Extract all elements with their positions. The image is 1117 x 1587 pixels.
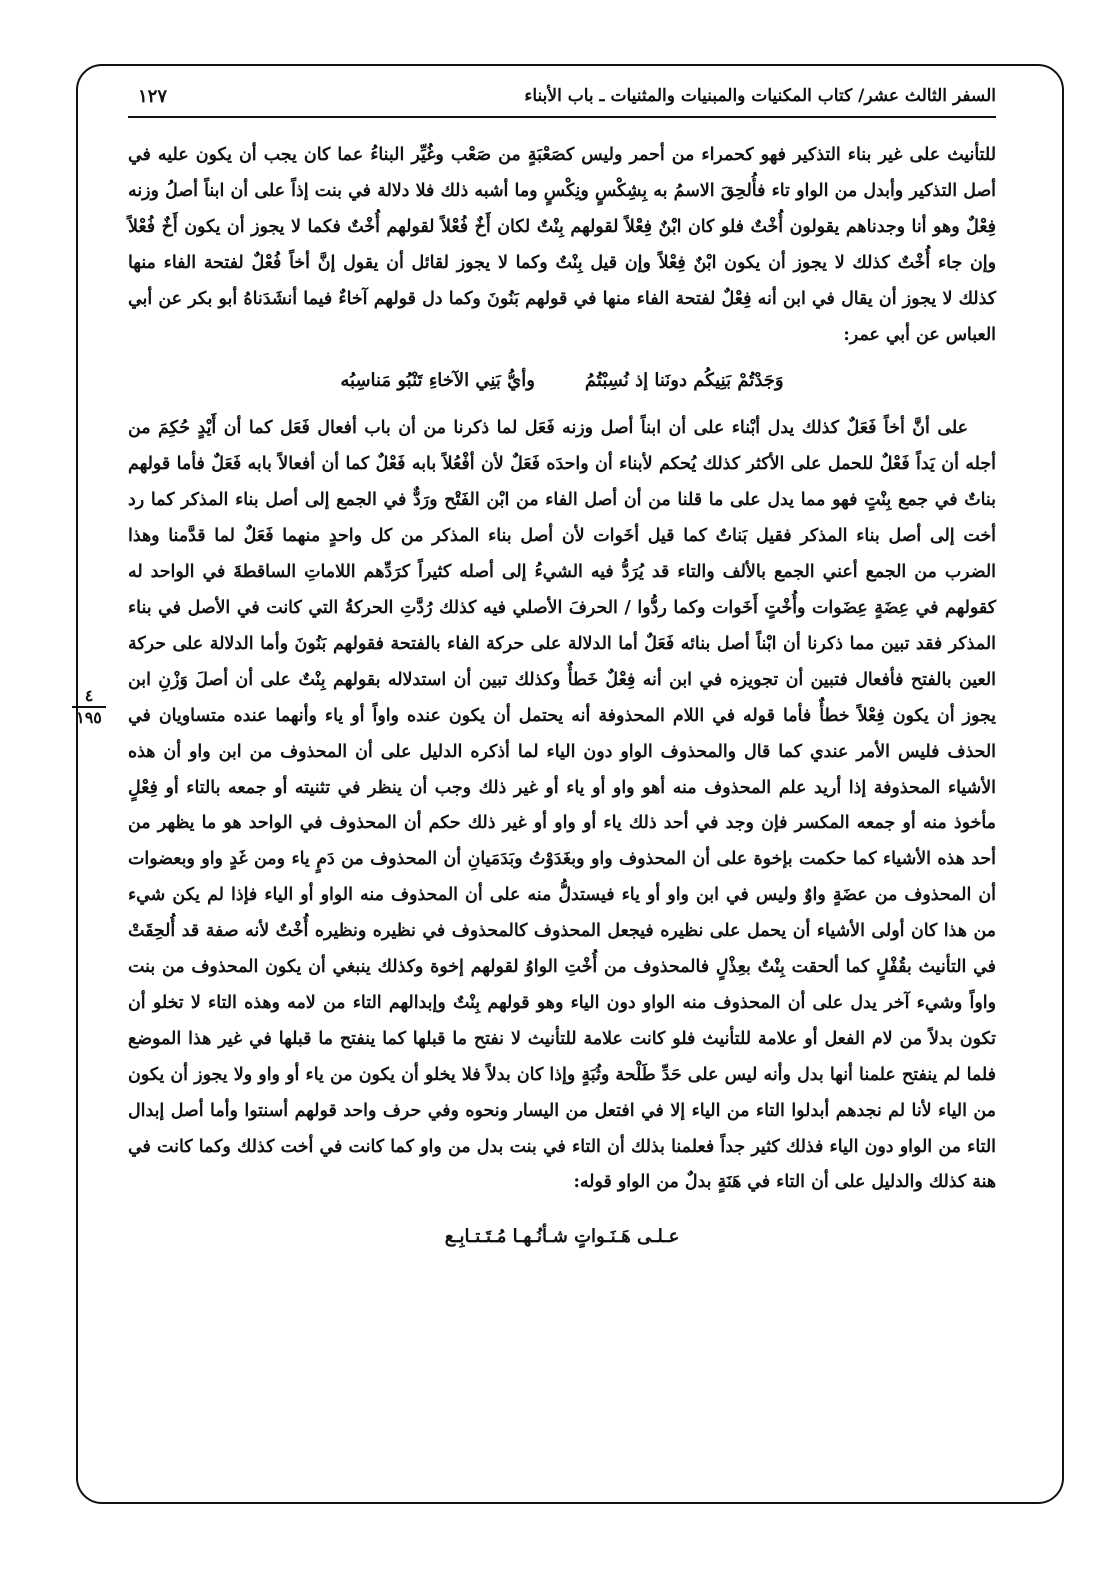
verse-1-hemistich-2: وأيُّ بَنِي الآخاءِ تَنْبُو مَناسِبُه xyxy=(340,370,535,392)
running-header xyxy=(128,76,996,118)
page-body xyxy=(128,138,996,1255)
header-title: السفر الثالث عشر/ كتاب المكنيات والمبنيات والمثنيات ـ باب الأبناء xyxy=(524,86,996,106)
margin-reference-bottom: ١٩٥ xyxy=(76,708,102,727)
verse-1-hemistich-1: وَجَدْتُمْ بَنِيكُم دونَنا إذ نُسِبْتُمُ xyxy=(584,370,784,392)
verse-2: عـلـى هَـنَـواتٍ شـأنُـهـا مُـتَـتـابِـع xyxy=(444,1226,680,1248)
page-number: ١٢٧ xyxy=(138,85,168,107)
margin-reference-top: ٤ xyxy=(84,686,94,705)
paragraph-1: للتأنيث على غير بناء التذكير فهو كحمراء من أحمر وليس كصَعْبَةٍ من صَعْب وغُيِّر البناءُ عما كان يجب أن يكون عليه في أصل التذكير وأبدل من الواو تاء فأُلحِقَ الاسمُ به بِشِكْسٍ ونِكْسٍ وما أشبه ذلك فلا دلالة في بنت إذاً على أن ابناً أصلُ وزنه فِعْلٌ وهو أنا وجدناهم يقولون أُخْتٌ فلو كان ابْنٌ فِعْلاً لقولهم بِنْتٌ لكان أَخٌ فُعْلاً لقولهم أُخْتٌ فكما لا يجوز أن يكون أَخٌ فُعْلاً وإن جاء أُخْتٌ كذلك لا يجوز أن يكون ابْنٌ فِعْلاً وإن قيل بِنْتٌ وكما لا يجوز لقائل أن يقول إنَّ أخاً فُعْلٌ لفتحة الفاء منها كذلك لا يجوز أن يقال في ابن أنه فِعْلٌ لفتحة الفاء منها في قولهم بَنُونَ وكما دل قولهم آخاءٌ فيما أنشَدَناهُ أبو بكر عن أبي العباس عن أبي عمر: xyxy=(128,145,996,345)
verse-1 xyxy=(128,363,996,399)
margin-reference xyxy=(68,688,110,726)
paragraph-2: على أنَّ أخاً فَعَلٌ كذلك يدل أبْناء على أن ابناً أصل وزنه فَعَل لما ذكرنا من أن باب أفعال فَعَل كما أن أَيْدٍ حُكِمَ من أجله أن يَداً فَعْلٌ للحمل على الأكثر كذلك يُحكم لأبناء أن واحدَه فَعَلٌ لأن أفْعُلاً بابه فَعْلٌ كما أن أفعالاً بابه فَعَلٌ فأما قولهم بناتٌ في جمع بِنْتٍ فهو مما يدل على ما قلنا من أن أصل الفاء من ابْن الفَتْح ورَدٌّ في الجمع إلى أصل بناء المذكر كما رد أخت إلى أصل بناء المذكر فقيل بَناتٌ كما قيل أخَوات لأن أصل بناء المذكر من كل واحدٍ منهما فَعَلٌ لما قدَّمنا وهذا الضرب من الجمع أعني الجمع بالألف والتاء قد يُرَدُّ فيه الشيءُ إلى أصله كثيراً كرَدِّهم اللاماتِ الساقطةَ في الواحد له كقولهم في عِضَةٍ عِضَوات وأُخْتٍ أَخَوات وكما ردُّوا / الحرفَ الأصلي فيه كذلك رُدَّتِ الحركةُ التي كانت في الأصل في بناء المذكر فقد تبين مما ذكرنا أن ابْناً أصل بنائه فَعَلٌ أما الدلالة على حركة الفاء بالفتحة فقولهم بَنُونَ وأما الدلالة على حركة العين بالفتح فأفعال فتبين أن تجويزه في ابن أنه فِعْلٌ خَطأٌ وكذلك تبين أن استدلاله بقولهم بِنْتٌ على أن أصلَ وَزْنِ ابن يجوز أن يكون فِعْلاً خطأٌ فأما قوله في اللام المحذوفة أنه يحتمل أن يكون عنده واواً أو ياء وأنهما عنده متساويان في الحذف فليس الأمر عندي كما قال والمحذوف الواو دون الياء لما أذكره الدليل على أن المحذوف من ابن واو أن هذه الأشياء المحذوفة إذا أريد علم المحذوف منه أهو واو أو ياء أو غير ذلك وجب أن ينظر في تثنيته أو جمعه بالتاء أو فِعْلٍ مأخوذ منه أو جمعه المكسر فإن وجد في أحد ذلك ياء أو واو أو غير ذلك حكم أن المحذوف في الواحد هو ما يظهر من أحد هذه الأشياء كما حكمت بإخوة على أن المحذوف واو وبغَدَوْتُ وبَدَمَيانِ أن المحذوف من دَمٍ ياء ومن غَدٍ واو وبعضوات أن المحذوف من عضَةٍ واوٌ وليس في ابن واو أو ياء فيستدلُّ منه على أن المحذوف منه الواو أو الياء فإذا لم يكن شيء من هذا كان أولى الأشياء أن يحمل على نظيره فيجعل المحذوف كالمحذوف في نظيره ونظيره أُخْتٌ لأنه صفة قد أُلحِقَتْ في التأنيث بقُفْلٍ كما ألحقت بِنْتٌ بعِذْلٍ فالمحذوف من أُخْتِ الواوُ لقولهم إخوة وكذلك ينبغي أن يكون المحذوف من بنت واواً وشيء آخر يدل على أن المحذوف منه الواو دون الياء وهو قولهم بِنْتٌ وإبدالهم التاء من لامه وهذه التاء لا تخلو أن تكون بدلاً من لام الفعل أو علامة للتأنيث فلو كانت علامة للتأنيث لا نفتح ما قبلها كما ينفتح ما قبلها في غير هذا الموضع فلما لم ينفتح علمنا أنها بدل وأنه ليس على حَدِّ طَلْحة وثُبَةٍ وإذا كان بدلاً فلا يخلو أن يكون من ياء أو واو ولا يجوز أن يكون من الياء لأنا لم نجدهم أبدلوا التاء من الياء إلا في افتعل من اليسار ونحوه وفي حرف واحد قولهم أسنتوا وأما أصل إبدال التاء من الواو دون الياء فذلك كثير جداً فعلمنا بذلك أن التاء في بنت بدل من واو كما كانت في أخت كذلك وكما كانت في هنة كذلك والدليل على أن التاء في هَنَةٍ بدلٌ من الواو قوله: xyxy=(128,418,996,1193)
